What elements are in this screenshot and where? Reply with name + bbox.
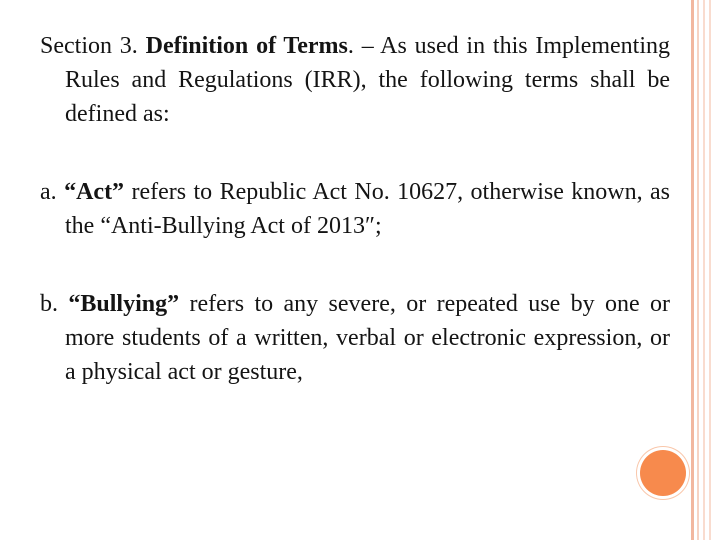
section-heading-paragraph bbox=[40, 29, 670, 131]
section-intro: . – As used in this Implementing Rules and Regulations (IRR), the following terms shall be defined as: bbox=[65, 33, 671, 127]
item-definition: refers to Republic Act No. 10627, otherwise known, as the “Anti-Bullying Act of 2013″; bbox=[65, 179, 671, 239]
item-definition: refers to any severe, or repeated use by one or more students of a written, verbal or electronic expression, or a physical act or gesture, bbox=[65, 291, 671, 385]
section-prefix: Section 3. bbox=[40, 33, 138, 59]
item-term: “Act” bbox=[64, 179, 125, 205]
decorative-border bbox=[703, 0, 705, 540]
section-term: Definition of Terms bbox=[145, 33, 348, 59]
slide-body bbox=[40, 29, 670, 389]
item-term: “Bullying” bbox=[68, 291, 180, 317]
definition-item-act bbox=[40, 175, 670, 243]
decorative-border bbox=[691, 0, 694, 540]
decorative-border bbox=[709, 0, 711, 540]
item-letter: a. bbox=[40, 179, 57, 205]
definition-item-bullying bbox=[40, 287, 670, 389]
item-letter: b. bbox=[40, 291, 58, 317]
decorative-circle-icon bbox=[640, 450, 686, 496]
decorative-border bbox=[697, 0, 699, 540]
